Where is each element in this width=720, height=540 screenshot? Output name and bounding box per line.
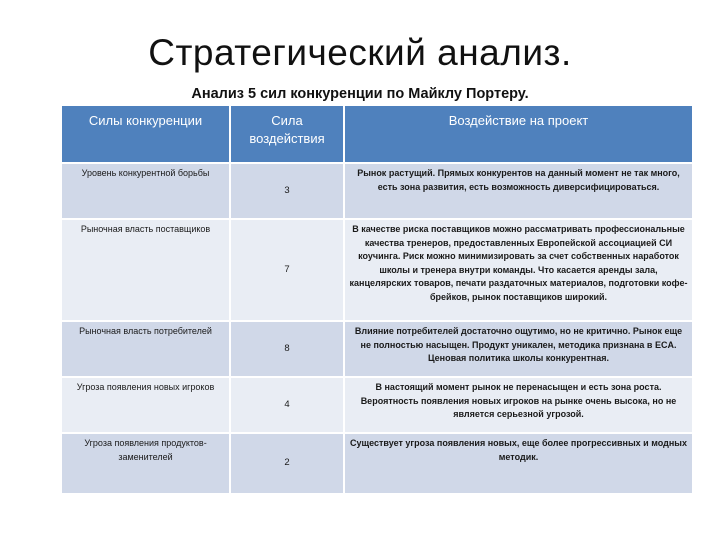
force-cell: Рыночная власть потребителей [62,321,230,377]
table-row [62,163,692,219]
strength-cell: 4 [230,377,344,433]
strength-cell: 8 [230,321,344,377]
impact-cell: В качестве риска поставщиков можно рассматривать профессиональные качества тренеров, предоставленных Европейской ассоциацией СИ коучинга. Риск можно минимизировать за счет собственных наработок школы и тренера внутри команды. Что касается аренды зала, канцелярских товаров, печати раздаточных материалов, подготовки кофе-брейков, рынок поставщиков широкий. [344,219,692,321]
header-strength: Сила воздействия [230,106,344,163]
table-header-row [62,106,692,163]
impact-cell: Рынок растущий. Прямых конкурентов на данный момент не так много, есть зона развития, есть возможность диверсифицироваться. [344,163,692,219]
porter-forces-table [62,106,692,493]
impact-cell: Существует угроза появления новых, еще более прогрессивных и модных методик. [344,433,692,493]
header-impact: Воздействие на проект [344,106,692,163]
force-cell: Рыночная власть поставщиков [62,219,230,321]
slide-subtitle: Анализ 5 сил конкуренции по Майклу Портеру. [191,86,529,102]
force-cell: Угроза появления продуктов-заменителей [62,433,230,493]
impact-cell: В настоящий момент рынок не перенасыщен и есть зона роста. Вероятность появления новых игроков на рынке очень высока, но не является серьезной угрозой. [344,377,692,433]
table-row [62,321,692,377]
strength-cell: 3 [230,163,344,219]
slide-title: Стратегический анализ. [148,32,572,73]
force-cell: Угроза появления новых игроков [62,377,230,433]
table-row [62,433,692,493]
impact-cell: Влияние потребителей достаточно ощутимо, но не критично. Рынок еще не полностью насыщен. Продукт уникален, методика признана в ECA. Ценовая политика школы конкурентная. [344,321,692,377]
header-forces: Силы конкуренции [62,106,230,163]
strength-cell: 7 [230,219,344,321]
force-cell: Уровень конкурентной борьбы [62,163,230,219]
table-row [62,219,692,321]
strength-cell: 2 [230,433,344,493]
table-row [62,377,692,433]
